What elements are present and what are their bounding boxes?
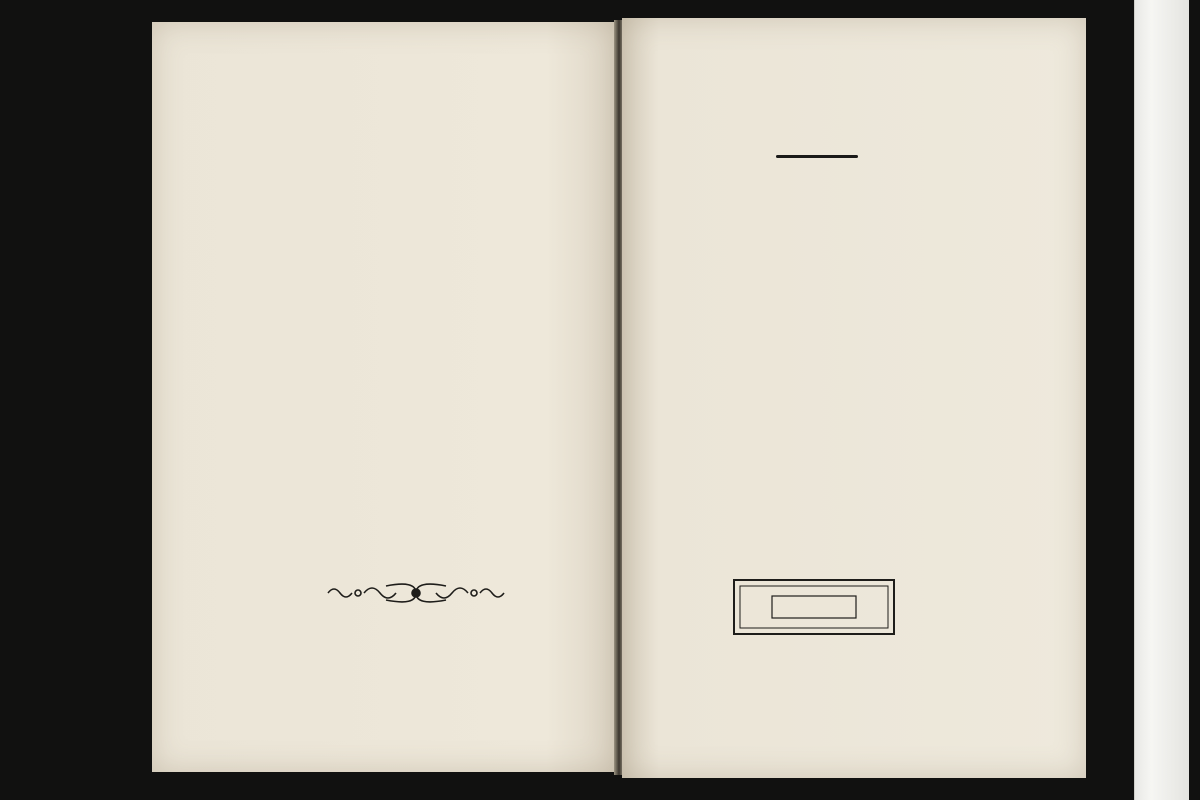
title-rule — [776, 155, 858, 158]
left-page — [152, 22, 616, 772]
measuring-ruler — [1134, 0, 1189, 800]
right-page — [622, 18, 1086, 778]
ruler-scale — [1135, 0, 1189, 800]
cartouche-frame-icon — [732, 578, 896, 636]
right-page-text — [652, 268, 986, 272]
fine-cartouche — [732, 578, 896, 636]
decorative-ornament — [324, 580, 508, 606]
